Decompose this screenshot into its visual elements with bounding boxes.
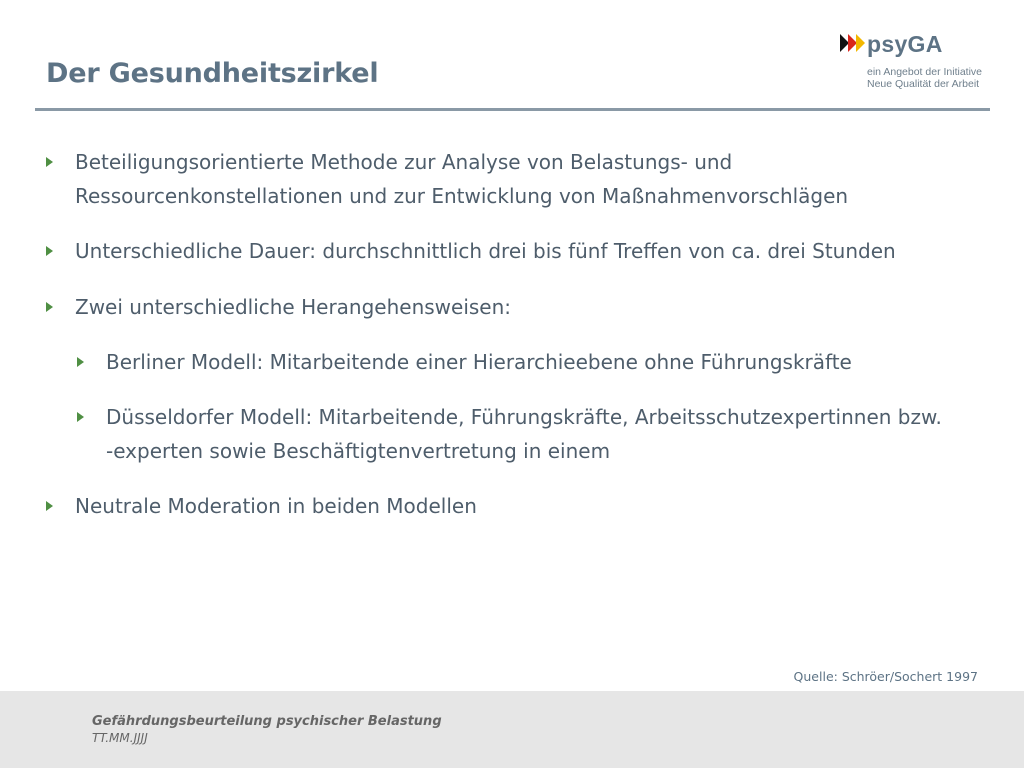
slide-title: Der Gesundheitszirkel <box>46 58 379 89</box>
sub-bullet-text: -experten sowie Beschäftigtenvertretung in einem <box>106 439 611 463</box>
source-note: Quelle: Schröer/Sochert 1997 <box>793 669 978 684</box>
sub-bullet-text: Düsseldorfer Modell: Mitarbeitende, Führungskräfte, Arbeitsschutzexpertinnen bzw. <box>106 405 942 429</box>
logo-name: psyGA <box>867 31 943 57</box>
bullet-text: Unterschiedliche Dauer: durchschnittlich drei bis fünf Treffen von ca. drei Stunden <box>75 239 896 263</box>
bullet-text: Zwei unterschiedliche Herangehensweisen: <box>75 295 512 319</box>
sub-bullet-arrow-icon <box>77 412 84 422</box>
bullet-text: Beteiligungsorientierte Methode zur Analyse von Belastungs- und <box>75 150 733 174</box>
logo-tagline-1: ein Angebot der Initiative <box>867 66 982 78</box>
title-divider <box>35 108 990 111</box>
logo-arrows-icon <box>840 34 870 52</box>
bullet-arrow-icon <box>46 246 53 256</box>
sub-bullet-text: Berliner Modell: Mitarbeitende einer Hierarchieebene ohne Führungskräfte <box>106 350 852 374</box>
bullet-arrow-icon <box>46 157 53 167</box>
bullet-text: Neutrale Moderation in beiden Modellen <box>75 494 477 518</box>
footer-bar <box>0 691 1024 768</box>
bullet-arrow-icon <box>46 302 53 312</box>
footer-date: TT.MM.JJJJ <box>92 731 148 745</box>
bullet-text: Ressourcenkonstellationen und zur Entwicklung von Maßnahmenvorschlägen <box>75 184 849 208</box>
psyga-logo <box>838 30 988 90</box>
logo-tagline-2: Neue Qualität der Arbeit <box>867 78 980 90</box>
bullet-arrow-icon <box>46 501 53 511</box>
sub-bullet-arrow-icon <box>77 357 84 367</box>
footer-title: Gefährdungsbeurteilung psychischer Belastung <box>92 714 442 729</box>
